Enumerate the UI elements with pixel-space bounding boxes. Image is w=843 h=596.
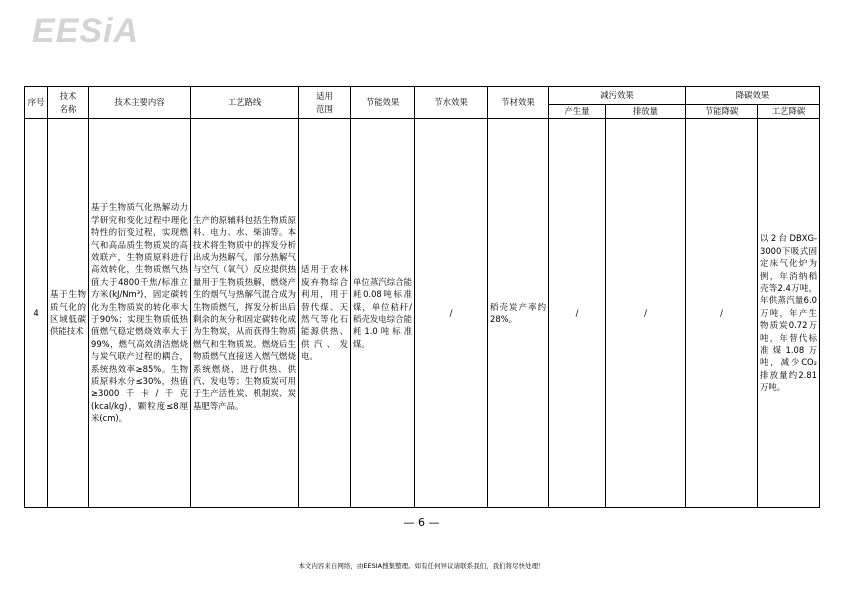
header-water-saving: 节水效果 <box>415 87 488 119</box>
header-pollution-emission: 排放量 <box>606 105 686 119</box>
technology-table <box>24 86 820 508</box>
header-scope: 适用 范围 <box>299 87 351 119</box>
cell-water-saving: / <box>415 119 488 508</box>
header-material-saving: 节材效果 <box>488 87 549 119</box>
cell-energy-saving: 单位蒸汽综合能耗0.08吨标准煤，单位秸秆/稻壳发电综合能耗1.0吨标准煤。 <box>351 119 415 508</box>
header-pollution-generation: 产生量 <box>549 105 606 119</box>
cell-carbon-energy: / <box>686 119 758 508</box>
cell-seq: 4 <box>25 119 48 508</box>
header-process-route: 工艺路线 <box>191 87 299 119</box>
cell-pollution-generation: / <box>549 119 606 508</box>
page-number: — 6 — <box>403 516 440 529</box>
header-main-content: 技术主要内容 <box>89 87 191 119</box>
header-pollution-group: 减污效果 <box>549 87 686 105</box>
header-carbon-process: 工艺降碳 <box>758 105 820 119</box>
cell-main-content: 基于生物质气化热解动力学研究和变化过程中理化特性的衍变过程，实现燃气和高品质生物质炭的高效联产，生物质原料进行高效转化，生物质燃气热值大于4800千焦/标准立方米(kJ/Nm³)，固定碳转化为生物质炭的转化率大于90%；实现生物质低热值燃气稳定燃烧效率大于99%，燃气高效清洁燃烧与炭气联产过程的耦合，系统热效率≥85%。生物质原料水分≤30%，热值≥3000千卡/千克(kcal/kg)，颗粒度≤8厘米(cm)。 <box>89 119 191 508</box>
cell-scope: 适用于农林废弃物综合利用，用于替代煤、天然气等化石能源供热、供汽、发电。 <box>299 119 351 508</box>
cell-tech-name: 基于生物质气化的区域低碳供能技术 <box>48 119 89 508</box>
header-energy-saving: 节能效果 <box>351 87 415 119</box>
header-carbon-energy: 节能降碳 <box>686 105 758 119</box>
cell-pollution-emission: / <box>606 119 686 508</box>
eesia-logo: EESiA <box>32 12 140 50</box>
cell-material-saving: 稻壳炭产率约28%。 <box>488 119 549 508</box>
header-carbon-group: 降碳效果 <box>686 87 820 105</box>
header-row-top <box>25 87 820 105</box>
cell-process-route: 生产的原辅料包括生物质原料、电力、水、柴油等。本技术将生物质中的挥发分析出成为热解气，部分热解气与空气（氧气）反应提供热量用于生物质热解，燃烧产生的烟气与热解气混合成为生物质燃气，挥发分析出后剩余的灰分和固定碳转化成为生物炭，从而获得生物质燃气和生物质炭。燃烧后生物质燃气直接送入燃气燃烧系统燃烧，进行供热、供汽、发电等；生物质炭可用于生产活性炭、机制炭、炭基肥等产品。 <box>191 119 299 508</box>
cell-carbon-process: 以2台DBXG-3000下吸式固定床气化炉为例，年消纳稻壳等2.4万吨，年供蒸汽量6.0万吨，年产生物质炭0.72万吨，年替代标准煤1.08万吨，减少CO₂排放量约2.81万吨。 <box>758 119 820 508</box>
header-seq: 序号 <box>25 87 48 119</box>
header-tech-name: 技术 名称 <box>48 87 89 119</box>
table-row <box>25 119 820 508</box>
footer-disclaimer: 本文内容来自网络，由EESIA搜集整理。如有任何异议请联系我们，我们将尽快处理！ <box>298 562 545 570</box>
